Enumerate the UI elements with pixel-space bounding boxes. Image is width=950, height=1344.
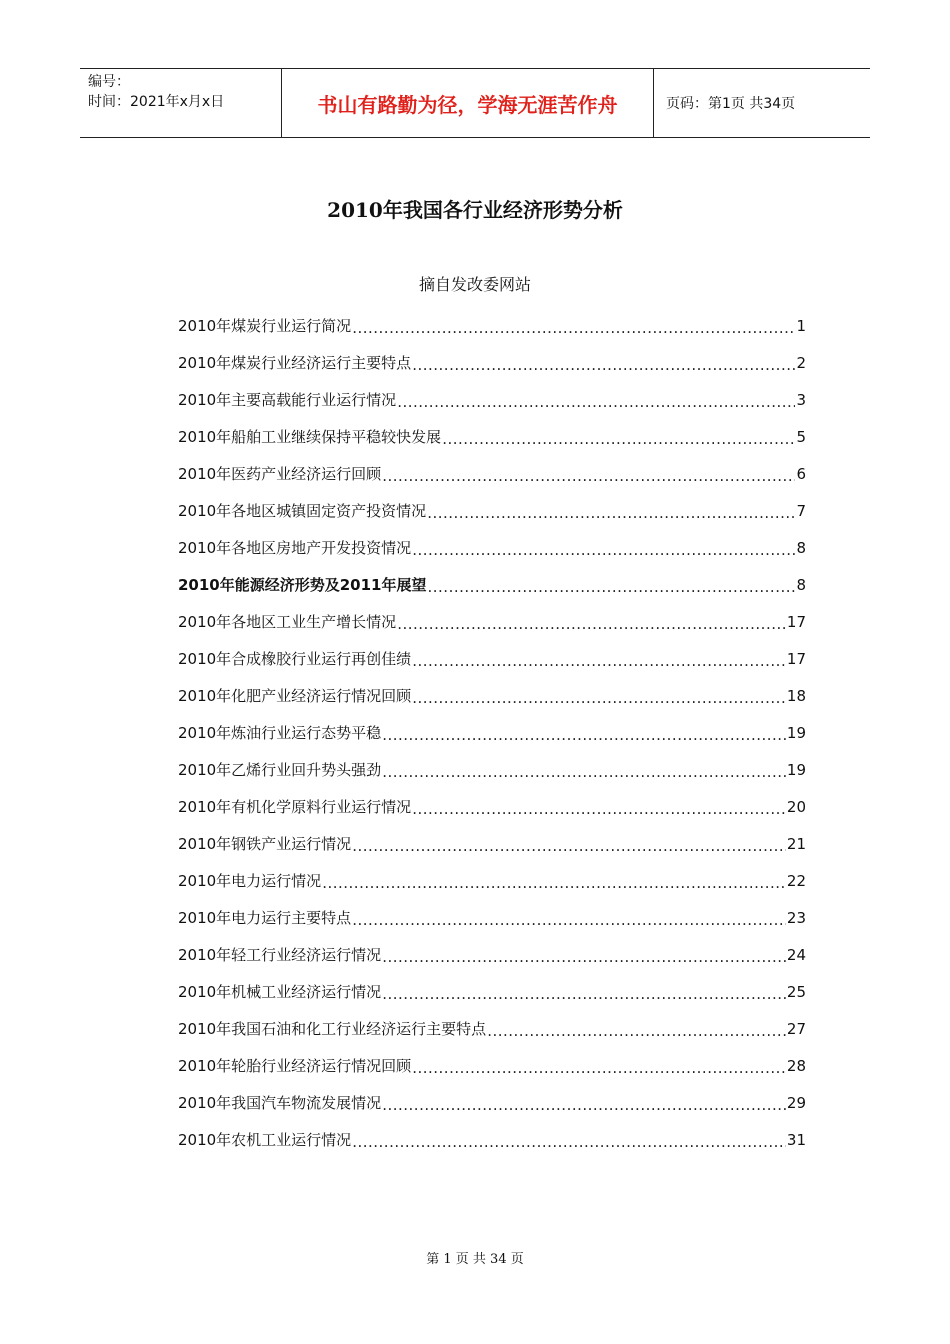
toc-entry-page: 8 <box>796 538 806 557</box>
toc-entry-page: 31 <box>786 1130 806 1149</box>
toc-entry[interactable] <box>178 862 806 899</box>
toc-leader <box>412 652 786 670</box>
toc-entry[interactable] <box>178 603 806 640</box>
header-meta <box>80 69 282 137</box>
toc-leader <box>412 800 786 818</box>
toc-entry[interactable] <box>178 899 806 936</box>
document-title: 2010年我国各行业经济形势分析 <box>327 198 623 222</box>
toc-leader <box>442 430 795 448</box>
toc-entry-page: 5 <box>796 427 806 446</box>
toc-entry-title: 2010年钢铁产业运行情况 <box>178 835 352 853</box>
toc-entry[interactable] <box>178 344 806 381</box>
toc-entry-title: 2010年电力运行主要特点 <box>178 909 352 927</box>
toc-leader <box>412 689 786 707</box>
toc-entry[interactable] <box>178 751 806 788</box>
toc-entry-title: 2010年乙烯行业回升势头强劲 <box>178 761 382 779</box>
toc-entry-title: 2010年电力运行情况 <box>178 872 322 890</box>
toc-entry[interactable] <box>178 307 806 344</box>
toc-entry-page: 2 <box>796 353 806 372</box>
toc-leader <box>382 1096 786 1114</box>
toc-leader <box>428 578 796 596</box>
toc-leader <box>427 504 795 522</box>
toc-entry-title: 2010年医药产业经济运行回顾 <box>178 465 382 483</box>
toc-entry-page: 3 <box>796 390 806 409</box>
toc-entry-title: 2010年合成橡胶行业运行再创佳绩 <box>178 650 412 668</box>
toc-entry-title: 2010年煤炭行业运行简况 <box>178 317 352 335</box>
toc-entry-title: 2010年炼油行业运行态势平稳 <box>178 724 382 742</box>
toc-entry-page: 19 <box>786 723 806 742</box>
toc-entry-page: 7 <box>796 501 806 520</box>
document-source: 摘自发改委网站 <box>418 275 531 294</box>
toc-entry-page: 18 <box>786 686 806 705</box>
toc-entry-title: 2010年煤炭行业经济运行主要特点 <box>178 354 412 372</box>
toc-leader <box>352 319 795 337</box>
toc-entry[interactable] <box>178 1047 806 1084</box>
toc-leader <box>352 911 786 929</box>
toc-entry-title: 2010年能源经济形势及2011年展望 <box>178 576 427 594</box>
toc-leader <box>382 726 786 744</box>
toc-entry-title: 2010年各地区城镇固定资产投资情况 <box>178 502 427 520</box>
toc-entry-page: 17 <box>786 612 806 631</box>
toc-entry[interactable] <box>178 640 806 677</box>
toc-entry-page: 17 <box>786 649 806 668</box>
toc-entry[interactable] <box>178 936 806 973</box>
toc-entry-page: 19 <box>786 760 806 779</box>
page-header <box>80 68 870 138</box>
toc-entry[interactable] <box>178 455 806 492</box>
toc-leader <box>412 356 795 374</box>
toc-entry[interactable] <box>178 566 806 603</box>
toc-entry[interactable] <box>178 418 806 455</box>
header-motto: 书山有路勤为径，学海无涯苦作舟 <box>282 69 654 137</box>
toc-leader <box>412 541 795 559</box>
toc-entry[interactable] <box>178 825 806 862</box>
toc-entry[interactable] <box>178 788 806 825</box>
toc-entry-title: 2010年农机工业运行情况 <box>178 1131 352 1149</box>
toc-leader <box>412 1059 786 1077</box>
toc-leader <box>322 874 786 892</box>
toc-entry-title: 2010年主要高载能行业运行情况 <box>178 391 397 409</box>
toc-entry-page: 24 <box>786 945 806 964</box>
toc-entry-title: 2010年我国汽车物流发展情况 <box>178 1094 382 1112</box>
toc-entry[interactable] <box>178 381 806 418</box>
toc-entry-title: 2010年船舶工业继续保持平稳较快发展 <box>178 428 442 446</box>
toc-entry-page: 21 <box>786 834 806 853</box>
toc-leader <box>382 985 786 1003</box>
page-footer: 第 1 页 共 34 页 <box>426 1252 524 1267</box>
toc-leader <box>382 948 786 966</box>
date-label: 时间：2021年x月x日 <box>88 94 225 110</box>
toc-entry-page: 20 <box>786 797 806 816</box>
toc-entry-title: 2010年各地区房地产开发投资情况 <box>178 539 412 557</box>
toc-entry-page: 29 <box>786 1093 806 1112</box>
toc-entry[interactable] <box>178 1010 806 1047</box>
toc-leader <box>397 393 795 411</box>
toc-entry[interactable] <box>178 714 806 751</box>
toc-entry-title: 2010年机械工业经济运行情况 <box>178 983 382 1001</box>
toc-entry-title: 2010年各地区工业生产增长情况 <box>178 613 397 631</box>
toc-entry[interactable] <box>178 973 806 1010</box>
toc-entry-page: 27 <box>786 1019 806 1038</box>
toc-entry-page: 22 <box>786 871 806 890</box>
toc-leader <box>382 763 786 781</box>
number-label: 编号： <box>88 74 130 90</box>
toc-leader <box>352 837 786 855</box>
toc-entry[interactable] <box>178 1121 806 1158</box>
toc-entry-page: 1 <box>796 316 806 335</box>
toc-leader <box>487 1022 786 1040</box>
toc-leader <box>352 1133 786 1151</box>
toc-entry[interactable] <box>178 529 806 566</box>
toc-entry-title: 2010年化肥产业经济运行情况回顾 <box>178 687 412 705</box>
toc-entry-title: 2010年我国石油和化工行业经济运行主要特点 <box>178 1020 487 1038</box>
toc-entry[interactable] <box>178 677 806 714</box>
toc-entry-title: 2010年有机化学原料行业运行情况 <box>178 798 412 816</box>
toc-entry-title: 2010年轻工行业经济运行情况 <box>178 946 382 964</box>
toc-entry-page: 25 <box>786 982 806 1001</box>
table-of-contents <box>178 307 806 1158</box>
toc-entry-page: 8 <box>796 575 806 594</box>
toc-entry[interactable] <box>178 1084 806 1121</box>
toc-leader <box>382 467 795 485</box>
toc-entry-page: 6 <box>796 464 806 483</box>
toc-entry-page: 23 <box>786 908 806 927</box>
header-page-info: 页码：第1页 共34页 <box>666 96 796 112</box>
toc-entry-page: 28 <box>786 1056 806 1075</box>
toc-entry[interactable] <box>178 492 806 529</box>
toc-leader <box>397 615 786 633</box>
toc-entry-title: 2010年轮胎行业经济运行情况回顾 <box>178 1057 412 1075</box>
